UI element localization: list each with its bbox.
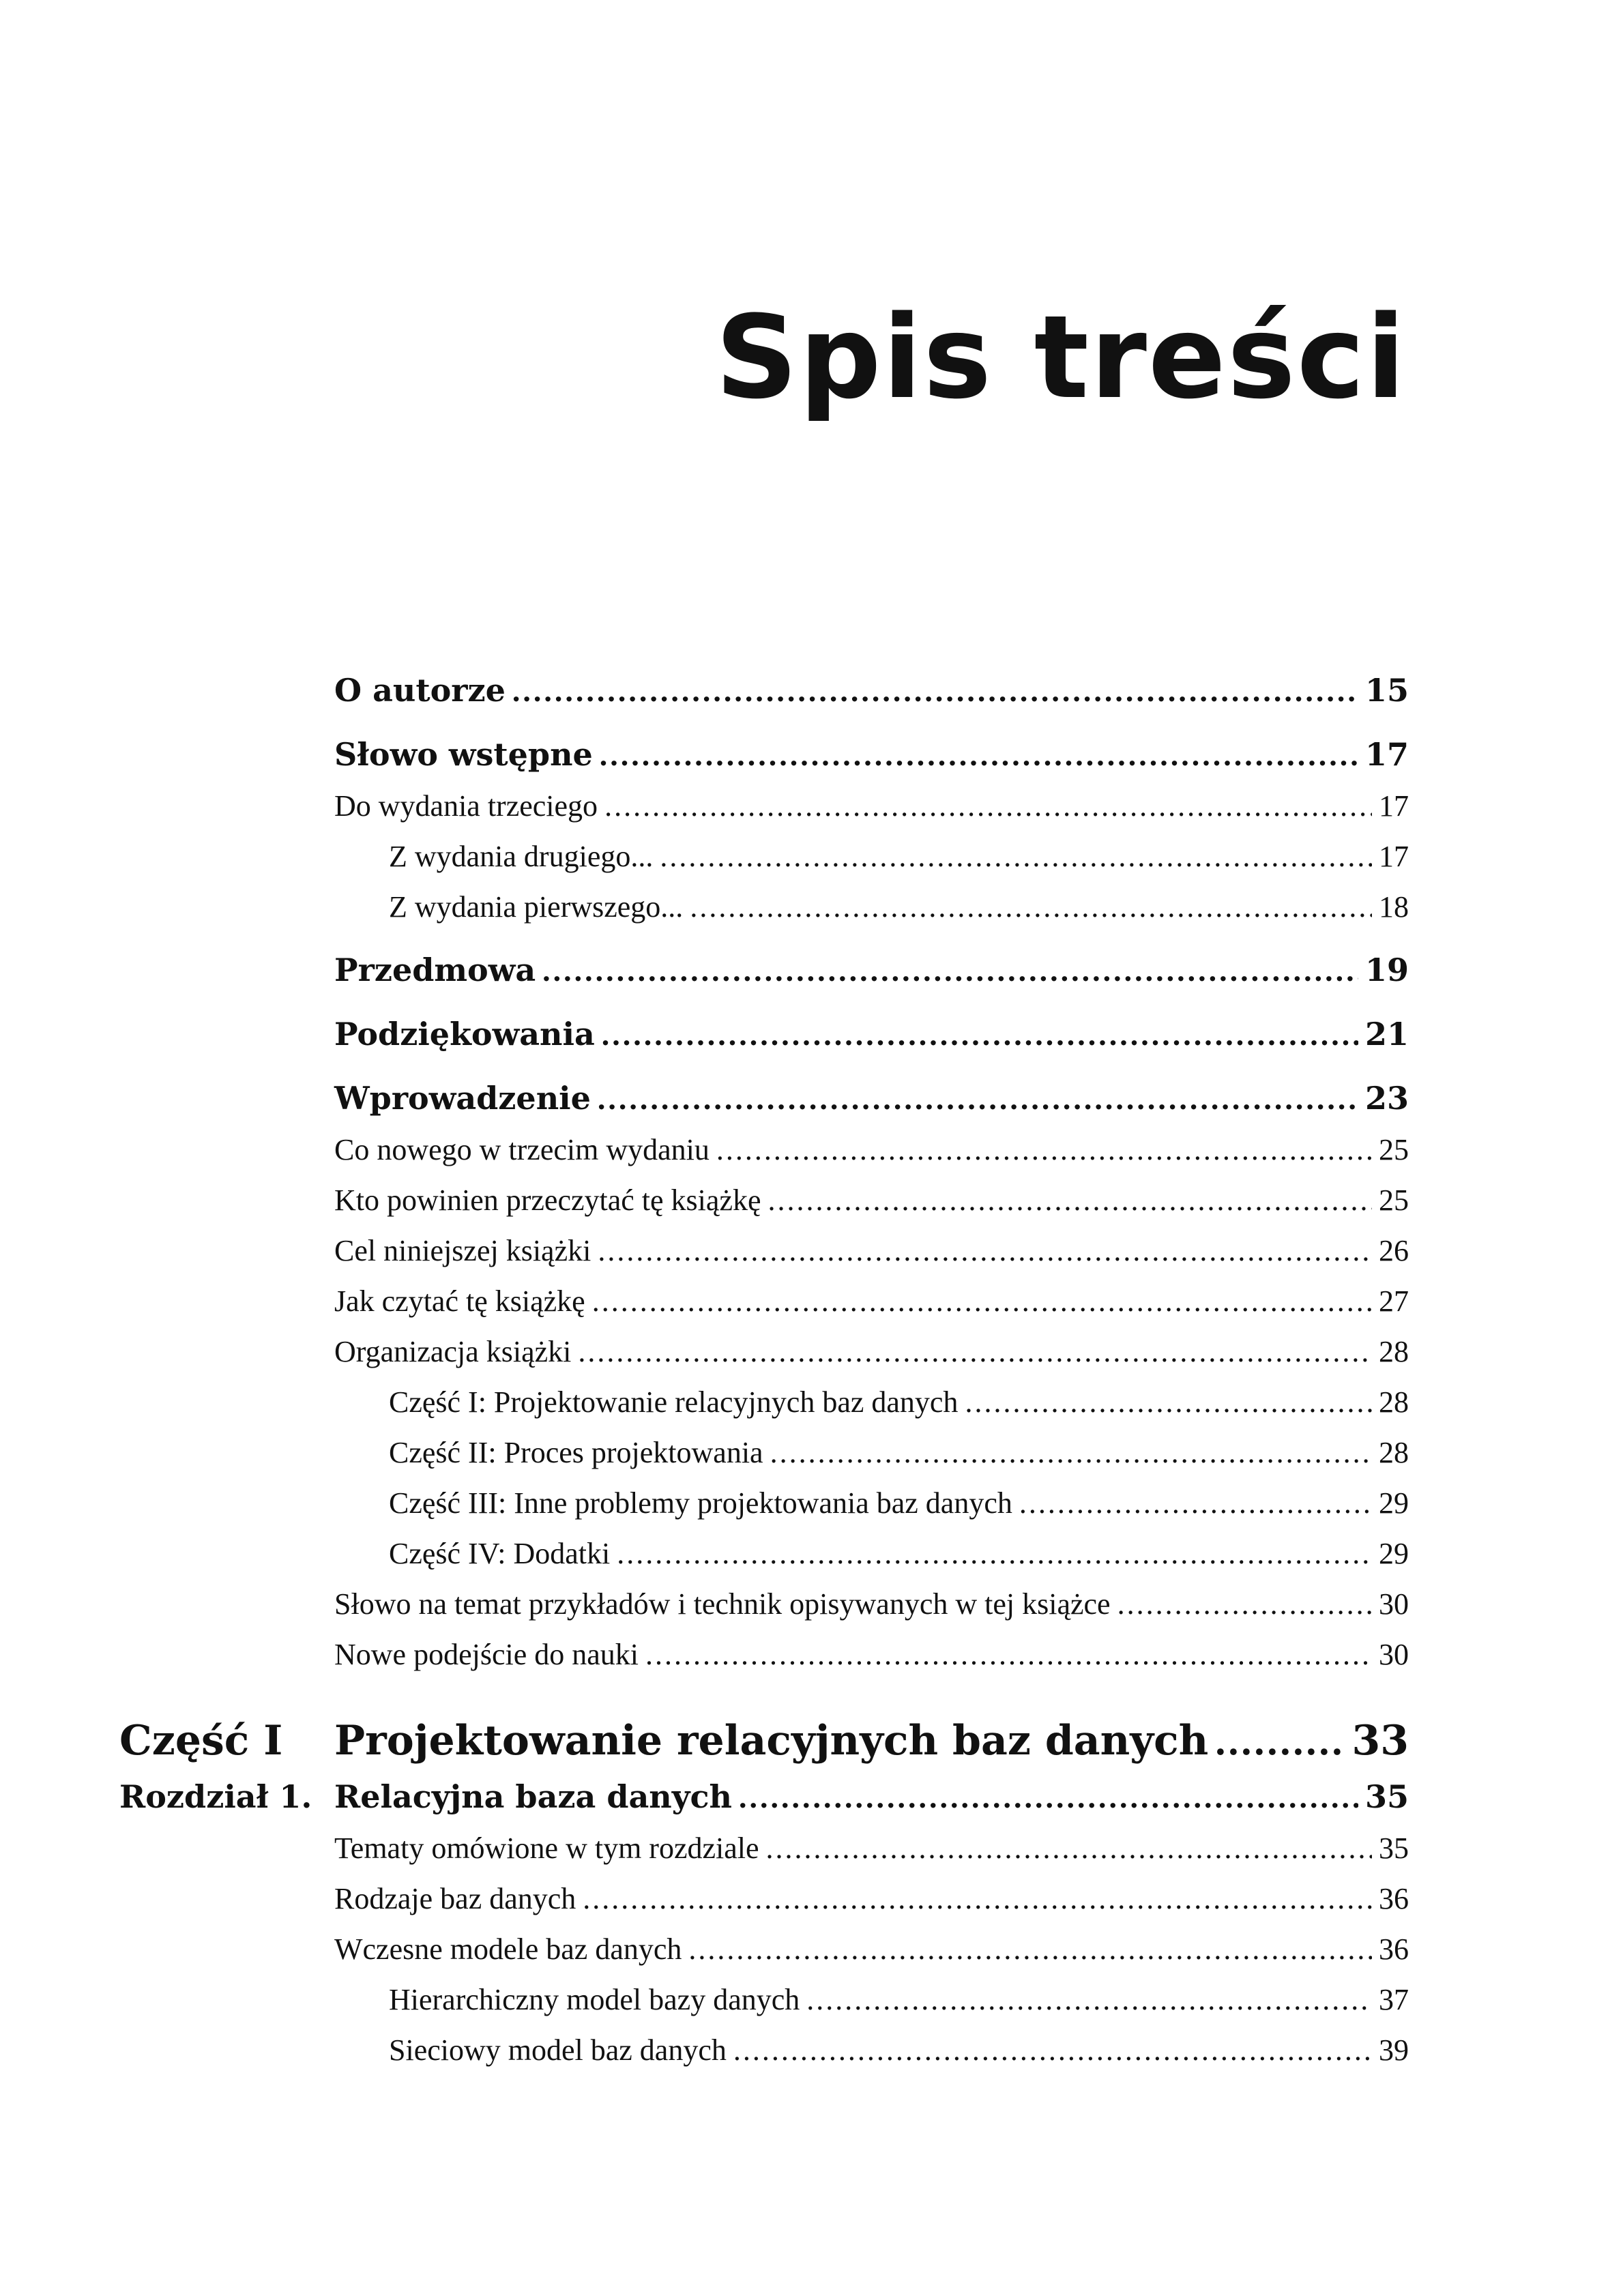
dot-leader (806, 1982, 1372, 2017)
toc-entry-link[interactable] (334, 1132, 1409, 1167)
toc-entry-link[interactable] (334, 736, 1409, 773)
toc-page-number: 26 (1379, 1234, 1409, 1267)
toc-row (0, 945, 1608, 995)
toc-row (0, 1706, 1608, 1771)
toc-row (0, 1376, 1608, 1426)
toc-row (0, 1426, 1608, 1477)
dot-leader (598, 1080, 1358, 1117)
toc-entry-link[interactable] (389, 2033, 1409, 2067)
toc-entry-title: Część II: Proces projektowania (389, 1436, 763, 1469)
toc-page-number: 23 (1364, 1080, 1409, 1117)
dot-leader (617, 1536, 1372, 1571)
dot-leader (965, 1385, 1372, 1419)
toc-entry-title: Organizacja książki (334, 1335, 572, 1368)
toc-entry-title: Podziękowania (334, 1016, 595, 1053)
toc-entry-title: Wczesne modele baz danych (334, 1932, 682, 1966)
toc-row (0, 1275, 1608, 1325)
toc-entry-link[interactable] (334, 1932, 1409, 1967)
dot-leader (598, 1233, 1372, 1268)
toc-row (0, 780, 1608, 830)
toc-entry-title: Projektowanie relacyjnych baz danych (334, 1717, 1209, 1765)
dot-leader (733, 2033, 1372, 2067)
toc-row (0, 1872, 1608, 1923)
toc-page-number: 30 (1379, 1638, 1409, 1671)
toc-entry-title: Co nowego w trzecim wydaniu (334, 1133, 710, 1166)
toc-row (0, 2024, 1608, 2074)
toc-entry-link[interactable] (334, 1334, 1409, 1369)
toc-page-number: 28 (1379, 1436, 1409, 1469)
toc-page-number: 33 (1351, 1717, 1409, 1765)
toc-entry-title: Relacyjna baza danych (334, 1778, 732, 1815)
toc-row (0, 1224, 1608, 1275)
dot-leader (716, 1132, 1372, 1167)
toc-page-number: 21 (1364, 1016, 1409, 1053)
toc-page-number: 35 (1364, 1778, 1409, 1815)
table-of-contents (0, 665, 1608, 2074)
toc-row (0, 1123, 1608, 1174)
toc-entry-link[interactable] (389, 839, 1409, 874)
dot-leader (690, 889, 1372, 924)
toc-entry-title: Słowo na temat przykładów i technik opisywanych w tej książce (334, 1587, 1111, 1621)
dot-leader (739, 1779, 1358, 1815)
toc-entry-link[interactable] (334, 1717, 1409, 1765)
toc-page-number: 17 (1379, 789, 1409, 823)
toc-page-number: 19 (1364, 952, 1409, 988)
dot-leader (1019, 1486, 1372, 1520)
toc-entry-title: Z wydania pierwszego... (389, 890, 684, 924)
toc-page-number: 28 (1379, 1385, 1409, 1419)
dot-leader (1117, 1587, 1372, 1621)
dot-leader (688, 1932, 1372, 1967)
toc-row (0, 1073, 1608, 1123)
toc-entry-link[interactable] (334, 952, 1409, 988)
toc-entry-link[interactable] (389, 1385, 1409, 1419)
toc-entry-title: Jak czytać tę książkę (334, 1284, 585, 1318)
toc-entry-title: Nowe podejście do nauki (334, 1638, 639, 1671)
toc-row (0, 729, 1608, 780)
toc-page-number: 36 (1379, 1882, 1409, 1915)
chapter-label: Rozdział 1. (119, 1778, 312, 1815)
dot-leader (512, 673, 1358, 709)
toc-entry-link[interactable] (334, 1284, 1409, 1319)
toc-page-number: 29 (1379, 1537, 1409, 1570)
toc-row (0, 830, 1608, 881)
toc-page-number: 27 (1379, 1284, 1409, 1318)
toc-entry-title: O autorze (334, 672, 506, 709)
toc-row (0, 881, 1608, 931)
toc-entry-title: Część III: Inne problemy projektowania baz danych (389, 1486, 1012, 1520)
toc-entry-title: Kto powinien przeczytać tę książkę (334, 1183, 761, 1217)
part-label: Część I (119, 1717, 283, 1765)
dot-leader (578, 1334, 1372, 1369)
toc-row (0, 1771, 1608, 1822)
toc-entry-link[interactable] (389, 1536, 1409, 1571)
toc-page-number: 37 (1379, 1983, 1409, 2016)
toc-entry-link[interactable] (334, 1778, 1409, 1815)
dot-leader (542, 952, 1358, 988)
dot-leader (583, 1881, 1372, 1916)
dot-leader (770, 1435, 1372, 1470)
toc-entry-link[interactable] (334, 672, 1409, 709)
dot-leader (1215, 1718, 1345, 1765)
dot-leader (660, 839, 1372, 874)
toc-row (0, 1628, 1608, 1679)
toc-page-number: 36 (1379, 1932, 1409, 1966)
toc-entry-title: Hierarchiczny model bazy danych (389, 1983, 800, 2016)
toc-page-number: 35 (1379, 1831, 1409, 1865)
toc-entry-title: Przedmowa (334, 952, 536, 988)
toc-entry-link[interactable] (389, 1435, 1409, 1470)
toc-entry-link[interactable] (334, 1831, 1409, 1866)
toc-entry-title: Część IV: Dodatki (389, 1537, 611, 1570)
toc-page-number: 25 (1379, 1183, 1409, 1217)
toc-entry-title: Wprowadzenie (334, 1080, 591, 1117)
toc-entry-link[interactable] (334, 1637, 1409, 1672)
toc-row (0, 1822, 1608, 1872)
toc-row (0, 1174, 1608, 1224)
toc-page-number: 18 (1379, 890, 1409, 924)
toc-entry-title: Rodzaje baz danych (334, 1882, 576, 1915)
toc-entry-title: Z wydania drugiego... (389, 840, 654, 873)
dot-leader (604, 789, 1372, 823)
dot-leader (768, 1183, 1373, 1218)
toc-page-number: 29 (1379, 1486, 1409, 1520)
dot-leader (766, 1831, 1372, 1866)
toc-entry-link[interactable] (334, 1016, 1409, 1053)
toc-entry-link[interactable] (334, 1080, 1409, 1117)
toc-row (0, 1009, 1608, 1059)
dot-leader (600, 737, 1358, 773)
toc-entry-title: Słowo wstępne (334, 736, 593, 773)
dot-leader (645, 1637, 1372, 1672)
toc-entry-link[interactable] (334, 1587, 1409, 1621)
toc-row (0, 1477, 1608, 1527)
page-title: Spis treści (715, 291, 1407, 424)
toc-row (0, 1578, 1608, 1628)
toc-page-number: 30 (1379, 1587, 1409, 1621)
toc-row (0, 1527, 1608, 1578)
toc-row (0, 665, 1608, 716)
toc-page-number: 17 (1364, 736, 1409, 773)
toc-entry-link[interactable] (389, 1982, 1409, 2017)
toc-entry-link[interactable] (334, 1183, 1409, 1218)
toc-row (0, 1325, 1608, 1376)
dot-leader (602, 1016, 1358, 1053)
toc-page-number: 39 (1379, 2033, 1409, 2067)
toc-entry-title: Tematy omówione w tym rozdziale (334, 1831, 759, 1865)
toc-row (0, 1973, 1608, 2024)
toc-entry-link[interactable] (389, 889, 1409, 924)
toc-row (0, 1923, 1608, 1973)
toc-page-number: 15 (1364, 672, 1409, 709)
toc-entry-title: Sieciowy model baz danych (389, 2033, 727, 2067)
dot-leader (592, 1284, 1372, 1319)
toc-page-number: 25 (1379, 1133, 1409, 1166)
toc-page-number: 17 (1379, 840, 1409, 873)
toc-entry-link[interactable] (389, 1486, 1409, 1520)
toc-entry-title: Cel niniejszej książki (334, 1234, 591, 1267)
toc-entry-link[interactable] (334, 1233, 1409, 1268)
toc-entry-link[interactable] (334, 789, 1409, 823)
toc-page-number: 28 (1379, 1335, 1409, 1368)
toc-entry-link[interactable] (334, 1881, 1409, 1916)
toc-entry-title: Część I: Projektowanie relacyjnych baz danych (389, 1385, 959, 1419)
toc-entry-title: Do wydania trzeciego (334, 789, 598, 823)
